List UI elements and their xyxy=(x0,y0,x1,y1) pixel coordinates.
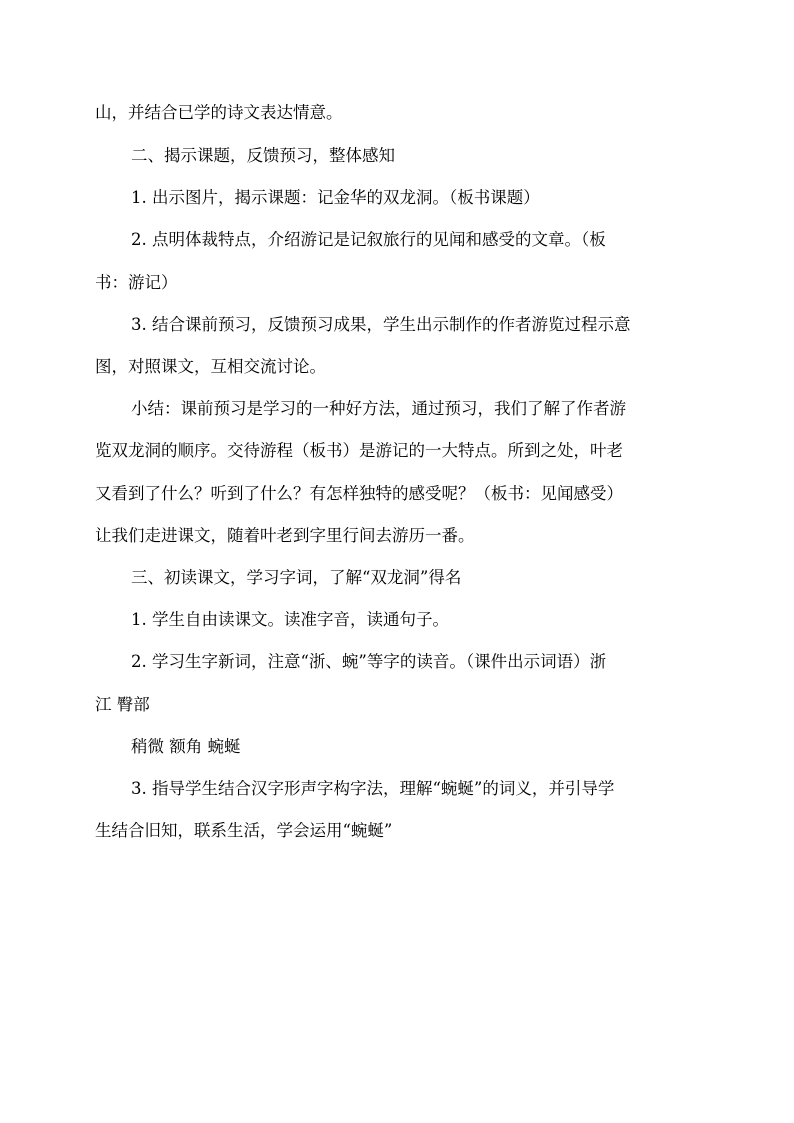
paragraph-line: 2. 学习生字新词，注意“浙、蜿”等字的读音。（课件出示词语）浙 xyxy=(131,652,607,671)
section-heading: 三、初读课文，学习字词，了解“双龙洞”得名 xyxy=(131,568,462,587)
paragraph-line: 图，对照课文，互相交流讨论。 xyxy=(95,357,326,376)
paragraph-line: 又看到了什么？听到了什么？有怎样独特的感受呢？（板书：见闻感受） xyxy=(95,484,623,503)
paragraph-line: 山，并结合已学的诗文表达情意。 xyxy=(95,103,343,122)
paragraph-line: 书：游记） xyxy=(95,273,178,292)
paragraph-line: 江 臀部 xyxy=(95,695,150,714)
paragraph-line: 生结合旧知，联系生活，学会运用“蜿蜒” xyxy=(95,821,393,840)
paragraph-line: 1. 出示图片，揭示课题：记金华的双龙洞。（板书课题） xyxy=(131,188,540,207)
paragraph-line: 1. 学生自由读课文。读准字音，读通句子。 xyxy=(131,610,449,629)
paragraph-line: 小结：课前预习是学习的一种好方法，通过预习，我们了解了作者游 xyxy=(131,399,626,418)
paragraph-line: 览双龙洞的顺序。交待游程（板书）是游记的一大特点。所到之处，叶老 xyxy=(95,441,623,460)
paragraph-line: 3. 结合课前预习，反馈预习成果，学生出示制作的作者游览过程示意 xyxy=(131,315,631,334)
paragraph-line: 3. 指导学生结合汉字形声字构字法，理解“蜿蜒”的词义，并引导学 xyxy=(131,779,615,798)
paragraph-line: 让我们走进课文，随着叶老到字里行间去游历一番。 xyxy=(95,526,475,545)
section-heading: 二、揭示课题，反馈预习，整体感知 xyxy=(131,146,395,165)
paragraph-line: 2. 点明体裁特点，介绍游记是记叙旅行的见闻和感受的文章。（板 xyxy=(131,230,606,249)
paragraph-line: 稍微 额角 蜿蜒 xyxy=(131,737,241,756)
